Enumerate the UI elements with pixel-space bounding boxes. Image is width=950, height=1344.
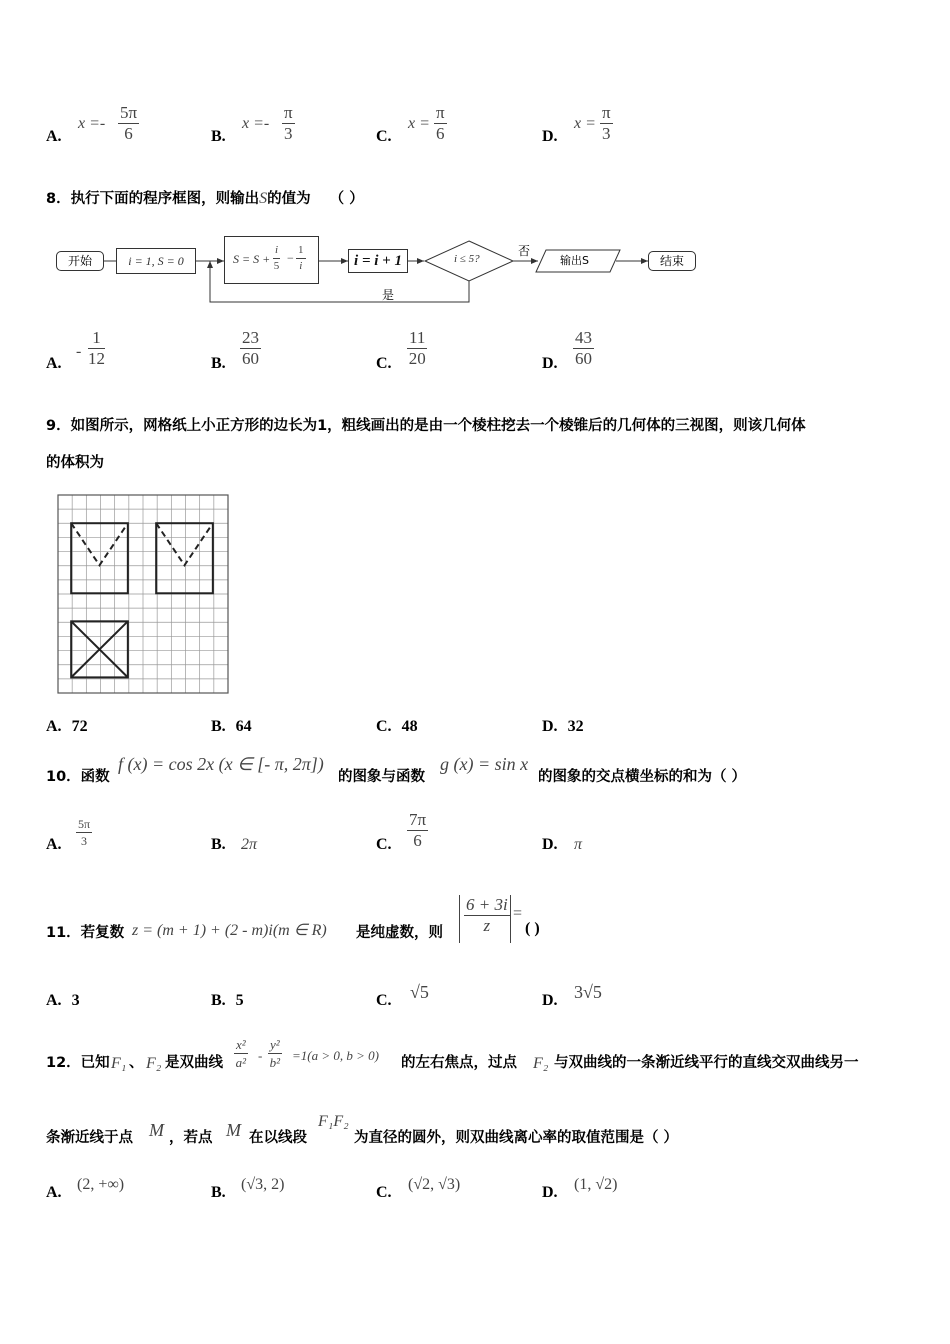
process-f2-den: i	[299, 260, 303, 272]
q12-option-c-value: (√2, √3)	[408, 1176, 461, 1193]
q9-option-a-label: A.	[46, 718, 62, 735]
q7-option-c-den: 6	[436, 124, 445, 143]
side-view	[156, 523, 213, 593]
q9-option-b-label: B.	[211, 718, 226, 735]
q8-option-c-label: C.	[376, 355, 392, 372]
flowchart-no-label: 否	[518, 244, 531, 258]
q9-option-b-value: 64	[235, 718, 252, 735]
q9-option-a-value: 72	[71, 718, 88, 735]
q10-f-expr: f (x) = cos 2x (x ∈ [- π, 2π])	[118, 754, 324, 774]
q9-option-c-label: C.	[376, 718, 392, 735]
q12-hyperbola-b: b²	[269, 1055, 281, 1070]
q8-option-c-fraction	[407, 328, 427, 369]
q12-hyperbola-x-frac	[234, 1036, 248, 1071]
q12-number: 12．已知	[46, 1055, 110, 1071]
q10-option-c-label: C.	[376, 836, 392, 853]
q8-option-d-label: D.	[542, 355, 558, 372]
q12-f1: F₁	[111, 1055, 127, 1072]
q9-option-c	[376, 718, 418, 736]
q8-stem-after: 的值为	[267, 191, 311, 207]
flowchart-increment: i = i + 1	[348, 249, 408, 273]
flowchart-process	[224, 236, 319, 284]
q9-option-c-value: 48	[401, 718, 418, 735]
q12-sep: 、	[129, 1055, 144, 1071]
process-f2-num: 1	[296, 243, 306, 259]
q7-option-b-num: π	[284, 103, 293, 122]
q10-option-a-den: 3	[81, 834, 88, 848]
q12-option-b-value: (√3, 2)	[241, 1176, 285, 1193]
q8-option-c-num: 11	[409, 328, 426, 347]
q7-option-b-lhs: x =-	[242, 115, 270, 132]
q7-option-c-label: C.	[376, 128, 392, 145]
q10-option-b-value: 2π	[241, 836, 258, 853]
q12-point-m-again: M	[226, 1120, 241, 1140]
q11-eq: =	[513, 905, 523, 922]
q12-segment-f1f2: F₁F₂	[318, 1113, 349, 1130]
q11-option-a-value: 3	[71, 992, 80, 1009]
q10-option-c-fraction	[407, 810, 428, 851]
q10-mid: 的图象与函数	[338, 769, 425, 785]
q7-option-d-lhs: x =	[574, 115, 596, 132]
q11-paren: ( )	[525, 920, 540, 937]
q7-option-a-fraction	[118, 103, 139, 144]
q8-option-b-fraction	[240, 328, 261, 369]
q7-option-d-fraction	[600, 103, 613, 144]
q12-option-c-label: C.	[376, 1184, 392, 1201]
q12-t3: 与双曲线的一条渐近线平行的直线交双曲线另一	[554, 1055, 859, 1071]
q11-mid: 是纯虚数，则	[356, 925, 443, 941]
q11-option-a-label: A.	[46, 992, 62, 1009]
q11-z-expr: z = (m + 1) + (2 - m)i(m ∈ R)	[132, 922, 327, 939]
q8-option-a-sign: -	[76, 343, 82, 360]
q8-option-c-den: 20	[408, 349, 426, 368]
q11-option-b	[211, 992, 244, 1010]
q10-option-c-den: 6	[413, 831, 422, 850]
q8-paren: （ ）	[329, 191, 364, 207]
side-view-hidden-edges	[156, 523, 213, 565]
q7-option-c-lhs: x =	[408, 115, 430, 132]
q8-number: 8．	[46, 191, 71, 207]
q8-option-a-num: 1	[88, 328, 105, 349]
q7-option-b-label: B.	[211, 128, 226, 145]
q8-option-b-num: 23	[242, 328, 259, 347]
q12-line2-c: 在以线段	[249, 1130, 307, 1146]
q12-hyperbola-y: y²	[270, 1037, 280, 1052]
q11-option-b-value: 5	[235, 992, 244, 1009]
q8-option-a-label: A.	[46, 355, 62, 372]
q12-option-a-label: A.	[46, 1184, 62, 1201]
q8-option-d-fraction	[573, 328, 594, 369]
q10-option-d-label: D.	[542, 836, 558, 853]
q7-option-d-label: D.	[542, 128, 558, 145]
q12-option-a-value: (2, +∞)	[77, 1176, 125, 1193]
q11-option-c-label: C.	[376, 992, 392, 1009]
q9-stem-line1: 9．如图所示，网格纸上小正方形的边长为1，粗线画出的是由一个棱柱挖去一个棱锥后的几何体的三视图，则该几何体	[46, 418, 806, 434]
q7-option-a-den: 6	[124, 124, 133, 143]
process-lhs: S = S +	[233, 252, 271, 266]
q10-option-c-num: 7π	[409, 810, 427, 829]
q7-option-d-den: 3	[602, 124, 611, 143]
flowchart-yes-label: 是	[382, 288, 395, 302]
q11-number: 11．若复数	[46, 925, 125, 941]
q11-option-a	[46, 992, 80, 1010]
process-f1-den: 5	[273, 260, 280, 272]
flowchart-init: i = 1, S = 0	[116, 248, 196, 274]
q12-hyperbola-minus: -	[258, 1048, 263, 1063]
q11-abs-fraction	[464, 895, 510, 936]
q10-number: 10．函数	[46, 769, 110, 785]
process-frac-1	[273, 243, 280, 274]
q8-option-d-den: 60	[575, 349, 592, 368]
q12-line2-a: 条渐近线于点	[46, 1130, 133, 1146]
q9-option-d-label: D.	[542, 718, 558, 735]
q10-option-a-label: A.	[46, 836, 62, 853]
q12-hyperbola-y-frac	[268, 1036, 282, 1071]
flowchart-condition: i ≤ 5?	[454, 253, 480, 265]
q11-abs-value	[459, 895, 511, 943]
q8-stem-before: 执行下面的程序框图，则输出	[70, 191, 260, 207]
q7-option-b-den: 3	[284, 124, 293, 143]
q9-option-d	[542, 718, 584, 736]
q10-g-expr: g (x) = sin x	[440, 754, 529, 774]
q12-option-b-label: B.	[211, 1184, 226, 1201]
q10-option-a-fraction	[76, 816, 92, 849]
q9-option-b	[211, 718, 252, 736]
q7-option-c-fraction	[434, 103, 447, 144]
q12-option-d-value: (1, √2)	[574, 1176, 618, 1193]
q11-option-c-value: √5	[410, 982, 429, 1002]
q12-t1: 是双曲线	[165, 1055, 223, 1071]
three-view-grid-figure	[57, 494, 229, 694]
q7-option-a-lhs: x =-	[78, 115, 106, 132]
q12-line2-d: 为直径的圆外，则双曲线离心率的取值范围是（ ）	[354, 1130, 679, 1146]
q12-option-d-label: D.	[542, 1184, 558, 1201]
process-frac-2	[296, 243, 306, 274]
q7-option-a-label: A.	[46, 128, 62, 145]
q10-option-a-num: 5π	[78, 817, 91, 831]
q7-option-c-num: π	[436, 103, 445, 122]
q11-abs-den: z	[483, 916, 491, 935]
q12-hyperbola-a: a²	[235, 1055, 247, 1070]
q8-option-a-den: 12	[88, 349, 105, 368]
q8-option-d-num: 43	[575, 328, 592, 347]
q7-option-b-fraction	[282, 103, 295, 144]
q12-f2: F₂	[146, 1055, 162, 1072]
q12-line2-b: ，若点	[169, 1130, 213, 1146]
q8-option-a-fraction	[88, 328, 105, 369]
flowchart-output: 输出S	[560, 254, 589, 267]
q10-option-b-label: B.	[211, 836, 226, 853]
q11-option-b-label: B.	[211, 992, 226, 1009]
q9-option-d-value: 32	[567, 718, 584, 735]
q12-f2-again: F₂	[533, 1055, 549, 1072]
q8-stem	[46, 187, 364, 208]
front-view-hidden-edges	[71, 523, 128, 565]
process-f1-num: i	[273, 243, 280, 259]
front-view	[71, 523, 128, 593]
q9-option-a	[46, 718, 88, 736]
q8-option-b-label: B.	[211, 355, 226, 372]
q12-hyperbola-rest: =1(a > 0, b > 0)	[292, 1048, 379, 1063]
q7-option-d-num: π	[602, 103, 611, 122]
q7-option-a-num: 5π	[120, 103, 138, 122]
q12-t2: 的左右焦点，过点	[401, 1055, 517, 1071]
q8-var: S	[259, 190, 268, 207]
q8-option-b-den: 60	[242, 349, 259, 368]
q11-abs-num: 6 + 3i	[466, 895, 508, 914]
flowchart-end: 结束	[648, 251, 696, 271]
q12-point-m: M	[149, 1120, 164, 1140]
q11-option-d-value: 3√5	[574, 982, 602, 1002]
q11-option-d-label: D.	[542, 992, 558, 1009]
flowchart-start: 开始	[56, 251, 104, 271]
q12-hyperbola-x: x²	[236, 1037, 246, 1052]
q10-option-d-value: π	[574, 836, 583, 853]
q10-end: 的图象的交点横坐标的和为（ ）	[538, 769, 747, 785]
q9-stem-line2: 的体积为	[46, 455, 104, 471]
process-minus: −	[287, 251, 294, 265]
